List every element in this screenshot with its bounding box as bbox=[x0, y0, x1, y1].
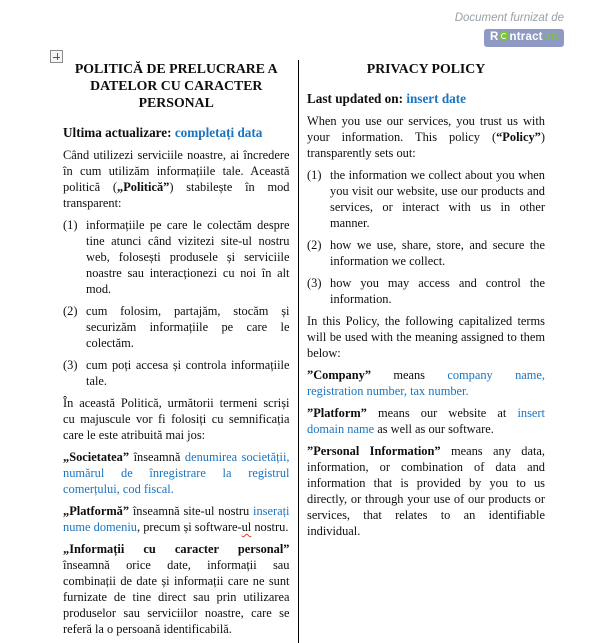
left-def-platform-end: nostru. bbox=[251, 520, 289, 534]
table-move-handle-icon[interactable] bbox=[50, 50, 63, 63]
left-def-company-mid: înseamnă bbox=[129, 450, 185, 464]
right-updated-line bbox=[307, 91, 545, 107]
right-terms-intro: In this Policy, the following capitalized terms will be used with the meaning assigned to them below: bbox=[307, 314, 545, 360]
policy-columns bbox=[63, 60, 545, 643]
left-def-personal-rest: înseamnă orice date, informații sau combinații de date și informații care ne sunt furnizate de tine direct sau prin utilizarea produselor sau serviciilor noastre, care se referă la o persoană identificabilă. bbox=[63, 558, 290, 636]
right-def-platform-mid: means our website at bbox=[366, 406, 518, 420]
right-def-company bbox=[307, 367, 545, 399]
list-item-text: how we use, share, store, and secure the information we collect. bbox=[330, 238, 545, 268]
left-def-platform-spellcheck-flag: ul bbox=[241, 520, 252, 534]
left-intro-term: „Politică” bbox=[117, 180, 170, 194]
left-def-company-term: „Societatea” bbox=[63, 450, 130, 464]
list-item bbox=[63, 357, 290, 389]
right-intro-paragraph bbox=[307, 113, 545, 161]
logo-o-icon bbox=[499, 31, 509, 41]
logo-text-suffix: .ro bbox=[542, 31, 558, 43]
right-intro-pre: When you use our services, you trust us with your information. This policy ( bbox=[307, 114, 545, 144]
logo-text-prefix: R bbox=[490, 31, 499, 43]
list-item-text: cum folosim, partajăm, stocăm și securizăm informațiile pe care le colectăm. bbox=[86, 304, 290, 350]
right-intro-post: ) transparently sets out: bbox=[307, 130, 545, 160]
provider-note bbox=[455, 12, 564, 47]
right-title: PRIVACY POLICY bbox=[366, 61, 486, 76]
left-intro-post: ) stabilește în mod transparent: bbox=[63, 180, 290, 210]
list-item bbox=[307, 237, 545, 269]
rontract-logo bbox=[484, 29, 564, 47]
right-updated-label: Last updated on: bbox=[307, 91, 407, 106]
right-updated-placeholder: insert date bbox=[406, 91, 467, 106]
left-intro-pre: Când utilizezi serviciile noastre, ai încredere în cum utilizăm informațiile tale. Această politică ( bbox=[63, 148, 290, 194]
list-item-text: cum poți accesa și controla informațiile tale. bbox=[86, 358, 290, 388]
list-item-text: how you may access and control the information. bbox=[330, 276, 545, 306]
left-def-company bbox=[63, 449, 290, 497]
left-def-personal-term: „Informații cu caracter personal” bbox=[63, 542, 290, 556]
romanian-column bbox=[63, 60, 298, 643]
list-item-text: informațiile pe care le colectăm despre tine atunci când vizitezi site-ul nostru web, folosești produsele și serviciile noastre sau interacționezi cu noi în alt mod. bbox=[86, 218, 290, 296]
list-item-number: (3) bbox=[307, 276, 322, 290]
logo-text-mid: ntract bbox=[509, 31, 543, 43]
list-item bbox=[307, 167, 545, 231]
list-item-number: (2) bbox=[307, 238, 322, 252]
left-intro-paragraph bbox=[63, 147, 290, 211]
right-def-personal-term: ”Personal Information” bbox=[307, 444, 441, 458]
list-item bbox=[63, 303, 290, 351]
left-def-platform-placeholder: inserați nume domeniu bbox=[63, 504, 290, 534]
list-item-text: the information we collect about you when you visit our website, use our products and services, or interact with us in other manner. bbox=[330, 168, 545, 230]
left-def-platform-post: , precum și software- bbox=[137, 520, 242, 534]
list-item-number: (3) bbox=[63, 358, 78, 372]
right-def-platform-post: as well as our software. bbox=[374, 422, 494, 436]
left-title: POLITICĂ DE PRELUCRARE A DATELOR CU CARACTER PERSONAL bbox=[74, 61, 278, 110]
left-def-company-placeholder: denumirea societății, numărul de înregistrare la registrul comerțului, cod fiscal. bbox=[63, 450, 290, 496]
english-column bbox=[299, 60, 545, 643]
right-def-company-placeholder: company name, registration number, tax number. bbox=[307, 368, 545, 398]
right-def-platform-term: ”Platform” bbox=[307, 406, 367, 420]
list-item-number: (1) bbox=[307, 168, 322, 182]
left-def-personal bbox=[63, 541, 290, 637]
provided-by-text: Document furnizat de bbox=[454, 12, 564, 24]
left-updated-line bbox=[63, 125, 290, 141]
left-terms-intro: În această Politică, următorii termeni scriși cu majuscule vor fi folosiți cu semnificația care le este atribuită mai jos: bbox=[63, 396, 290, 442]
left-updated-placeholder: completați data bbox=[174, 125, 263, 140]
left-def-platform-term: „Platformă” bbox=[63, 504, 130, 518]
right-def-company-mid: means bbox=[371, 368, 448, 382]
right-def-platform-placeholder: insert domain name bbox=[307, 406, 545, 436]
list-item bbox=[63, 217, 290, 297]
list-item-number: (1) bbox=[63, 218, 78, 232]
list-item-number: (2) bbox=[63, 304, 78, 318]
left-def-platform bbox=[63, 503, 290, 535]
right-def-personal bbox=[307, 443, 545, 539]
right-def-personal-rest: means any data, information, or combination of data and information that is provided by you to us directly, or through your use of our products or services, that relates to an identifiable individual. bbox=[307, 444, 545, 538]
right-intro-term: “Policy” bbox=[496, 130, 541, 144]
left-updated-label: Ultima actualizare: bbox=[63, 125, 175, 140]
list-item bbox=[307, 275, 545, 307]
right-def-platform bbox=[307, 405, 545, 437]
right-def-company-term: ”Company” bbox=[307, 368, 372, 382]
left-def-platform-mid: înseamnă site-ul nostru bbox=[129, 504, 254, 518]
